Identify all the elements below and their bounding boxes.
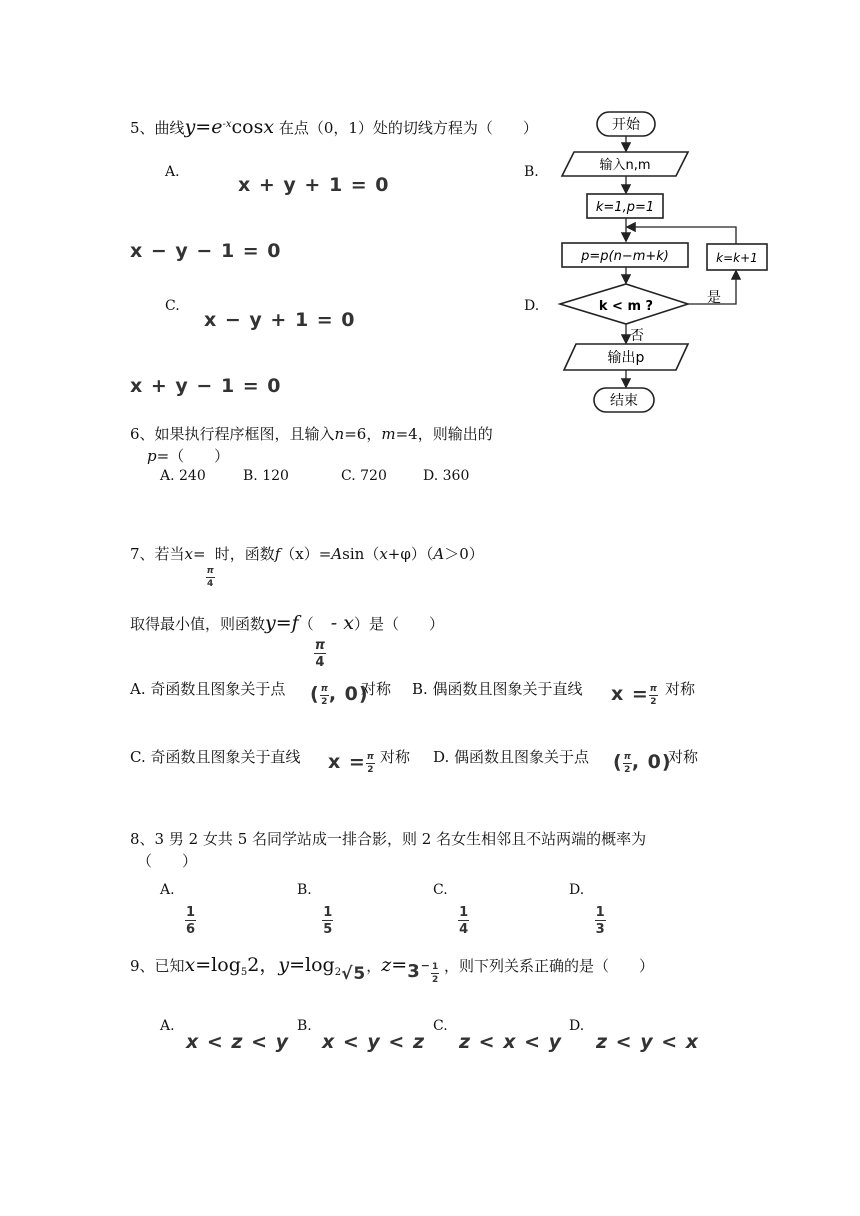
output-text: 输出p: [607, 350, 645, 366]
q6-option-a-label: A.: [160, 468, 175, 484]
q7-line2: [130, 612, 444, 669]
q8-a-num: 1: [186, 905, 196, 920]
q7-option-b-text: B. 偶函数且图象关于直线: [412, 680, 583, 698]
q9-xdef: =log: [195, 954, 241, 976]
q9-zdef: =: [391, 954, 408, 976]
q9-z: z: [381, 954, 392, 976]
q5-option-d-label: D.: [524, 298, 540, 314]
q7-d-frac: [623, 753, 632, 775]
q9-x: x: [184, 954, 196, 976]
q5-formula-e: e: [211, 116, 223, 138]
q7-f: f: [274, 545, 281, 563]
q6-option-c-value: 720: [360, 468, 387, 484]
q9-option-c-label: C.: [433, 1018, 448, 1034]
q8-option-b: [297, 882, 333, 936]
q9-option-a-label: A.: [160, 1018, 175, 1034]
q9-option-a-expr: x < z < y: [186, 1031, 289, 1053]
q7-paren: （: [298, 615, 314, 633]
q6-option-c: [341, 468, 387, 484]
q5-formula-x: x: [263, 116, 275, 138]
q7-sin: sin（: [342, 545, 380, 563]
q7-d-lparen: (: [613, 751, 623, 773]
q9-comma: ，: [366, 957, 382, 975]
q8-option-d: [569, 882, 606, 936]
q7-close: ）是（ ）: [353, 615, 444, 633]
q7-c-frac-num: π: [366, 751, 374, 762]
q6-m: m: [381, 425, 396, 443]
q5-prefix: 曲线: [154, 119, 185, 137]
q7-b-frac: [649, 685, 658, 707]
q7-option-a-text: A. 奇函数且图象关于点: [130, 680, 286, 698]
q5-option-a-expr: x + y + 1 = 0: [238, 174, 390, 196]
q7-b-line-x: x =: [611, 683, 649, 705]
q6-p: p: [147, 447, 157, 465]
q7-a-frac: [320, 685, 329, 707]
q7-part2: 时，函数: [214, 545, 275, 563]
q7-A2: A: [433, 545, 445, 563]
q9-option-d-expr: z < y < x: [596, 1031, 699, 1053]
q8-option-c-label: C.: [433, 882, 448, 898]
q8-b-num: 1: [323, 905, 333, 920]
q7-option-a-tail: 对称: [361, 680, 392, 698]
q7-d-frac-den: 2: [624, 764, 631, 775]
q8-option-d-label: D.: [569, 882, 585, 898]
q7-fx: （x）=: [280, 545, 332, 563]
q7-y: y: [265, 612, 276, 634]
q5-option-c-expr: x − y + 1 = 0: [204, 309, 356, 331]
q9-minus: −: [420, 959, 431, 972]
q9-ydef: =log: [289, 954, 335, 976]
q8-a-den: 6: [186, 922, 196, 937]
process-text: p=p(n−m+k): [581, 249, 669, 264]
q7-frac-arg: [314, 639, 326, 669]
q6-option-c-label: C.: [341, 468, 356, 484]
q9-two: 2，: [247, 954, 279, 976]
q7-d-rparen: , 0): [631, 751, 672, 773]
q5-option-b-label: B.: [524, 164, 539, 180]
q9-exp-num: 1: [431, 962, 439, 972]
q9-stem: [130, 950, 654, 985]
q7-option-d-text: D. 偶函数且图象关于点: [433, 748, 590, 766]
q8-c-den: 4: [459, 922, 469, 937]
q7-c-frac: [366, 753, 375, 775]
q7-minus-x: - x: [330, 612, 354, 634]
q6-stem: [130, 423, 493, 444]
q8-option-b-label: B.: [297, 882, 312, 898]
q9-sub2: 2: [334, 967, 342, 978]
program-flowchart: [550, 106, 780, 418]
q5-stem: [130, 116, 538, 138]
q9-three: 3: [407, 961, 421, 982]
q9-exp-frac: [431, 963, 439, 985]
q6-p-rest: =（ ）: [156, 447, 230, 465]
q6-option-b-label: B.: [243, 468, 258, 484]
q7-c-line-x: x =: [328, 751, 366, 773]
q6-option-d-label: D.: [423, 468, 439, 484]
q8-d-den: 3: [595, 922, 605, 937]
q8-option-a-frac: [185, 906, 196, 936]
q8-b-den: 5: [323, 922, 333, 937]
q7-eq: =: [193, 545, 206, 563]
q8-option-d-frac: [595, 906, 606, 936]
q8-option-b-frac: [322, 906, 333, 936]
q7-option-b-tail: 对称: [665, 680, 696, 698]
q5-formula-y: y: [184, 116, 196, 138]
q6-option-b-value: 120: [262, 468, 289, 484]
q7-stem: [130, 543, 484, 589]
q5-suffix: 在点（0，1）处的切线方程为（ ）: [278, 119, 538, 137]
q8-option-a: [160, 882, 196, 936]
no-label: 否: [630, 328, 644, 344]
q5-formula-exp: -x: [222, 119, 232, 130]
q7-d-frac-num: π: [623, 751, 631, 762]
update-text: k=k+1: [716, 251, 758, 265]
q5-option-c-label: C.: [165, 298, 180, 314]
q8-option-c: [433, 882, 469, 936]
q6-m-val: =4，则输出的: [395, 425, 493, 443]
q7-x: x: [184, 545, 194, 563]
start-text: 开始: [612, 117, 640, 133]
q6-n-val: =6，: [344, 425, 382, 443]
q5-formula-cos: cos: [231, 116, 264, 138]
q9-tail: ，则下列关系正确的是（ ）: [443, 957, 654, 975]
q6-line1: 6、如果执行程序框图，且输入: [130, 425, 335, 443]
q9-option-b-label: B.: [297, 1018, 312, 1034]
q7-option-c-text: C. 奇函数且图象关于直线: [130, 748, 301, 766]
q9-sqrt5: √5: [341, 964, 367, 984]
q7-a-lparen: (: [310, 683, 320, 705]
q6-option-a-value: 240: [179, 468, 206, 484]
q9-option-b-expr: x < y < z: [322, 1031, 425, 1053]
q7-gt: ＞0）: [444, 545, 484, 563]
q7-frac-arg-den: 4: [315, 655, 325, 670]
q6-option-d: [423, 468, 469, 484]
q8-option-c-frac: [458, 906, 469, 936]
q7-A: A: [331, 545, 343, 563]
q7-phi: +φ）（: [387, 545, 434, 563]
q7-option-b-line: [611, 683, 658, 707]
q5-number: 5、: [130, 119, 155, 137]
q7-option-d-point: [613, 751, 672, 775]
decision-text: k < m ?: [598, 299, 654, 314]
input-text: 输入n,m: [599, 158, 651, 173]
q7-frac-pi-4: [206, 567, 215, 589]
end-text: 结束: [610, 393, 638, 409]
q7-frac-den: 4: [207, 579, 214, 589]
init-text: k=1,p=1: [595, 200, 655, 215]
q5-option-b-expr: x − y − 1 = 0: [130, 240, 282, 262]
q8-c-num: 1: [459, 905, 469, 920]
q7-frac-arg-num: π: [314, 638, 326, 653]
q9-y: y: [278, 954, 290, 976]
q7-option-a-point: [310, 683, 369, 707]
q6-n: n: [334, 425, 345, 443]
q8-stem-paren: （ ）: [137, 852, 198, 870]
q7-x2: x: [379, 545, 388, 563]
q7-a-frac-den: 2: [321, 696, 328, 707]
q5-formula-eq: =: [195, 116, 212, 138]
q7-a-rparen: , 0): [328, 683, 369, 705]
q7-line2-a: 取得最小值，则函数: [130, 615, 266, 633]
q8-option-a-label: A.: [160, 882, 175, 898]
q6-stem-line2: [147, 445, 229, 466]
q7-b-frac-den: 2: [650, 696, 657, 707]
q9-exp-den: 2: [431, 975, 439, 985]
q5-option-d-expr: x + y − 1 = 0: [130, 375, 282, 397]
q5-option-a-label: A.: [165, 164, 180, 180]
q6-option-d-value: 360: [442, 468, 470, 484]
q7-option-c-tail: 对称: [380, 748, 411, 766]
q9-option-c-expr: z < x < y: [459, 1031, 562, 1053]
q8-stem: 8、3 男 2 女共 5 名同学站成一排合影，则 2 名女生相邻且不站两端的概率为: [130, 830, 647, 848]
q9-sub5: 5: [240, 967, 248, 978]
q8-d-num: 1: [595, 905, 605, 920]
q7-c-frac-den: 2: [367, 764, 374, 775]
q7-option-d-tail: 对称: [668, 748, 699, 766]
q7-b-frac-num: π: [649, 683, 657, 694]
q7-eqf: =f: [275, 612, 299, 634]
q7-option-c-line: [328, 751, 375, 775]
q6-option-a: [160, 468, 206, 484]
q7-a-frac-num: π: [320, 683, 328, 694]
q9-number: 9、已知: [130, 957, 185, 975]
q7-part1: 7、若当: [130, 545, 185, 563]
q7-frac-num: π: [206, 566, 214, 576]
q9-option-d-label: D.: [569, 1018, 585, 1034]
q7-option-a: [130, 678, 285, 699]
yes-label: 是: [707, 290, 721, 306]
q6-option-b: [243, 468, 289, 484]
